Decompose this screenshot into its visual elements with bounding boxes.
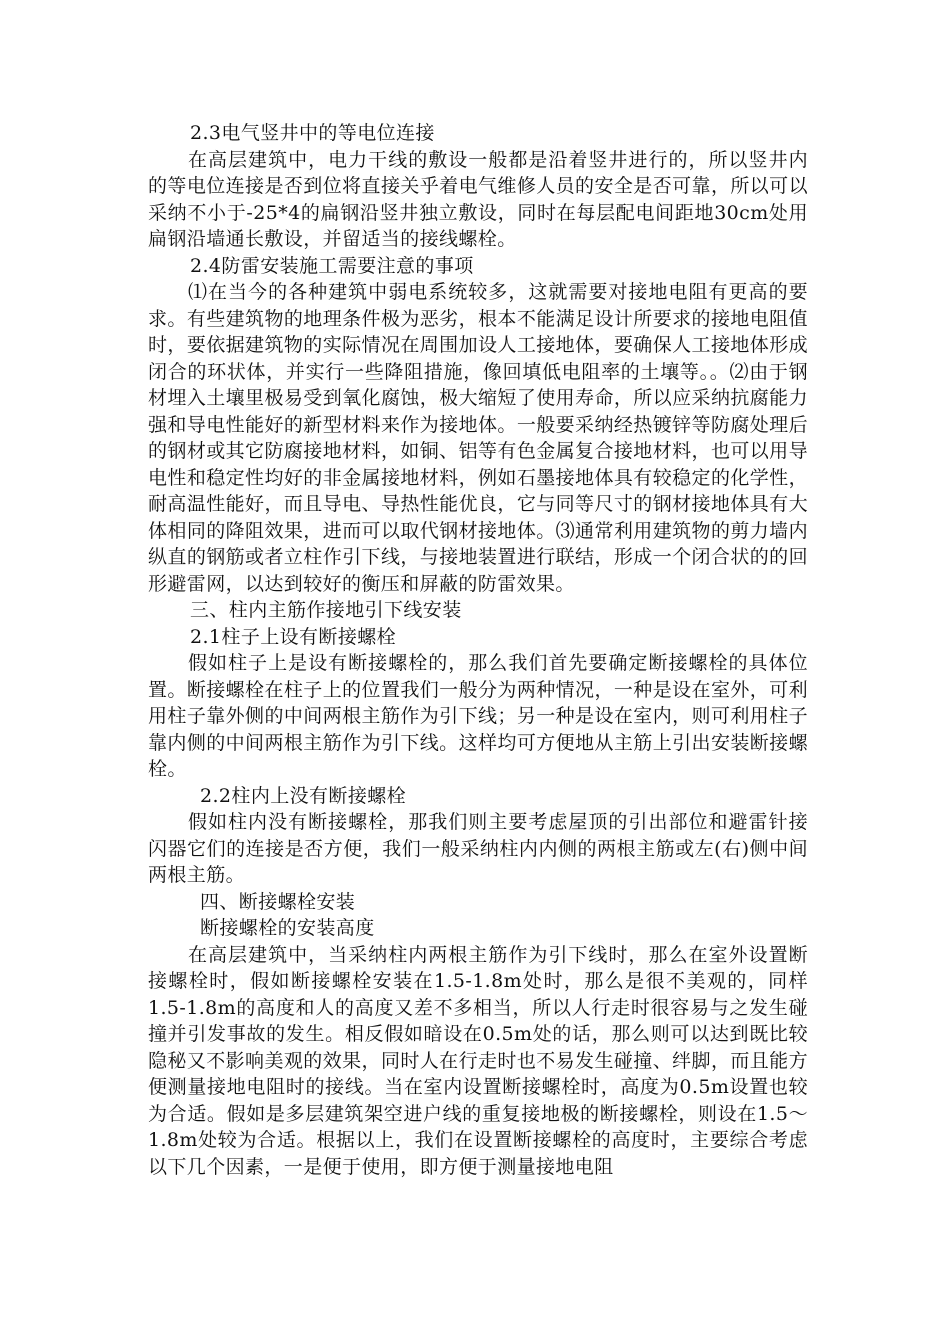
section-heading-2-1: 2.1柱子上设有断接螺栓 [190,625,397,648]
section-heading-3: 三、柱内主筋作接地引下线安装 [190,599,462,621]
paragraph-shaft-equipotential: 在高层建筑中，电力干线的敷设一般都是沿着竖井进行的，所以竖井内的等电位连接是否到位将直接关乎着电气维修人员的安全是否可靠，所以可以采纳不小于-25*4的扁钢沿竖井独立敷设，同时在每层配电间距地30cm处用扁钢沿墙通长敷设，并留适当的接线螺栓。 [148,148,808,250]
section-heading-2-3: 2.3电气竖井中的等电位连接 [190,122,435,144]
document-body [148,120,808,1180]
section-heading-2-4: 2.4防雷安装施工需要注意的事项 [190,254,474,277]
paragraph-lightning-notes: ⑴在当今的各种建筑中弱电系统较多，这就需要对接地电阻有更高的要求。有些建筑物的地理条件极为恶劣，根本不能满足设计所要求的接地电阻值时，要依据建筑物的实际情况在周围加设人工接地体，要确保人工接地体形成闭合的环状体，并实行一些降阻措施，像回填低电阻率的土壤等。。⑵由于钢材埋入土壤里极易受到氧化腐蚀，极大缩短了使用寿命，所以应采纳抗腐能力强和导电性能好的新型材料来作为接地体。一般要采纳经热镀锌等防腐处理后的钢材或其它防腐接地材料，如铜、铝等有色金属复合接地材料，也可以用导电性和稳定性均好的非金属接地材料，例如石墨接地体具有较稳定的化学性，耐高温性能好，而且导电、导热性能优良，它与同等尺寸的钢材接地体具有大体相同的降阻效果，进而可以取代钢材接地体。⑶通常利用建筑物的剪力墙内纵直的钢筋或者立柱作引下线，与接地装置进行联结，形成一个闭合状的的回形避雷网，以达到较好的衡压和屏蔽的防雷效果。 [148,281,808,595]
paragraph-no-bolt: 假如柱内没有断接螺栓，那我们则主要考虑屋顶的引出部位和避雷针接闪器它们的连接是否方便，我们一般采纳柱内内侧的两根主筋或左(右)侧中间两根主筋。 [148,811,808,886]
subheading-bolt-height: 断接螺栓的安装高度 [200,917,375,939]
section-heading-2-2: 2.2柱内上没有断接螺栓 [200,784,407,807]
paragraph-column-bolt: 假如柱子上是设有断接螺栓的，那么我们首先要确定断接螺栓的具体位置。断接螺栓在柱子上的位置我们一般分为两种情况，一种是设在室外，可利用柱子靠外侧的中间两根主筋作为引下线；另一种是设在室内，则可利用柱子靠内侧的中间两根主筋作为引下线。这样均可方便地从主筋上引出安装断接螺栓。 [148,652,808,780]
paragraph-bolt-height: 在高层建筑中，当采纳柱内两根主筋作为引下线时，那么在室外设置断接螺栓时，假如断接螺栓安装在1.5-1.8m处时，那么是很不美观的，同样1.5-1.8m的高度和人的高度又差不多相当，所以人行走时很容易与之发生碰撞并引发事故的发生。相反假如暗设在0.5m处的话，那么则可以达到既比较隐秘又不影响美观的效果，同时人在行走时也不易发生碰撞、绊脚，而且能方便测量接地电阻时的接线。当在室内设置断接螺栓时，高度为0.5m设置也较为合适。假如是多层建筑架空进户线的重复接地极的断接螺栓，则设在1.5～1.8m处较为合适。根据以上，我们在设置断接螺栓的高度时，主要综合考虑以下几个因素，一是便于使用，即方便于测量接地电阻 [148,943,808,1178]
section-heading-4: 四、断接螺栓安装 [200,890,356,913]
